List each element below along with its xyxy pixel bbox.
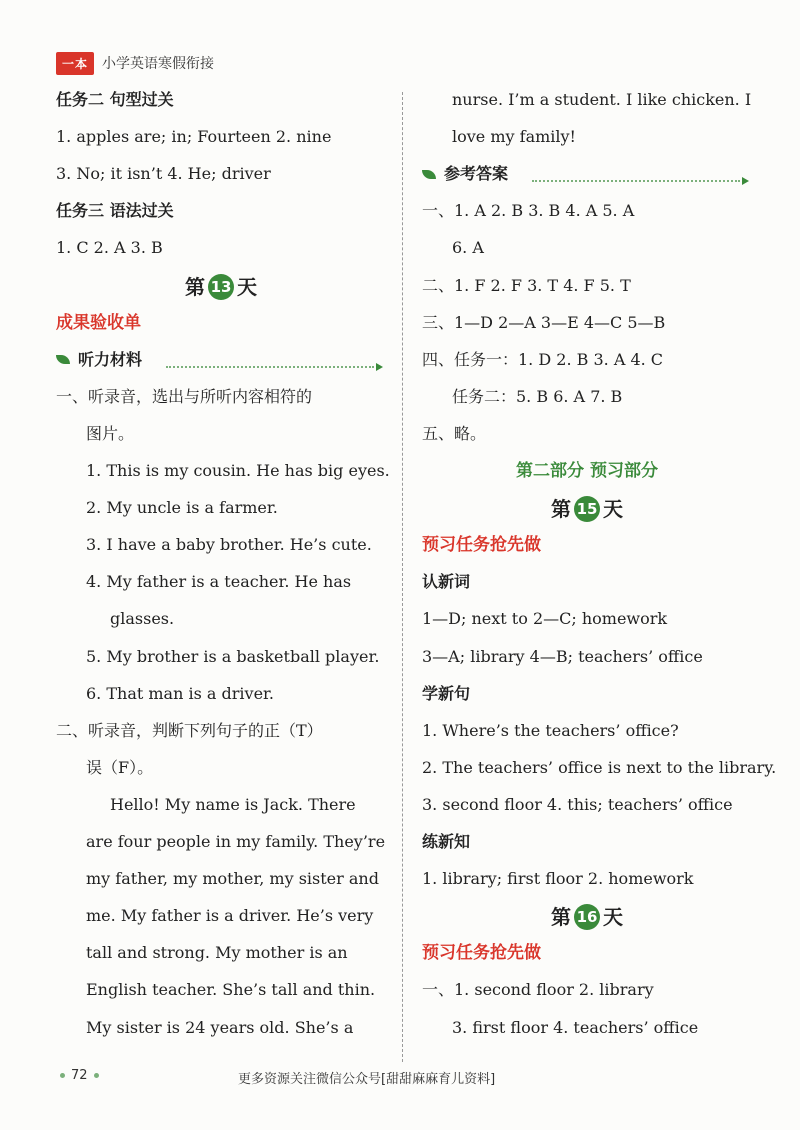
text-line: 6. A <box>452 238 484 258</box>
text-line: my father, my mother, my sister and <box>86 869 379 889</box>
subsection-title: 任务二 句型过关 <box>56 90 174 109</box>
day-number-badge: 15 <box>574 496 600 522</box>
day-title <box>422 904 752 930</box>
arrow-icon <box>742 177 749 185</box>
red-section-title: 成果验收单 <box>56 312 141 333</box>
text-line: 3. second floor 4. this; teachers’ office <box>422 794 733 814</box>
text-line: 1. Where’s the teachers’ office? <box>422 720 679 740</box>
text-line: 1. apples are; in; Fourteen 2. nine <box>56 127 332 147</box>
text-line: 五、略。 <box>422 423 487 443</box>
text-line: 一、1. second floor 2. library <box>422 980 654 1000</box>
leaf-icon <box>56 355 70 364</box>
dotted-rule <box>166 366 374 368</box>
text-line: 3—A; library 4—B; teachers’ office <box>422 646 703 666</box>
day-prefix: 第 <box>185 274 205 299</box>
text-line: tall and strong. My mother is an <box>86 943 348 963</box>
text-line: 3. No; it isn’t 4. He; driver <box>56 164 271 184</box>
text-line: 3. I have a baby brother. He’s cute. <box>86 535 372 555</box>
brand-logo: 一本 <box>56 52 94 75</box>
text-line: English teacher. She’s tall and thin. <box>86 980 376 1000</box>
day-suffix: 天 <box>603 497 623 522</box>
day-number-badge: 16 <box>574 904 600 930</box>
book-title: 小学英语寒假衔接 <box>102 56 215 72</box>
text-line: 1. This is my cousin. He has big eyes. <box>86 461 390 480</box>
text-line: 二、听录音，判断下列句子的正（T） <box>56 720 323 740</box>
text-line: 5. My brother is a basketball player. <box>86 646 380 666</box>
text-line: My sister is 24 years old. She’s a <box>86 1017 354 1037</box>
dot-icon <box>60 1073 65 1078</box>
text-line: 2. My uncle is a farmer. <box>86 498 278 518</box>
subsection-title: 练新知 <box>422 832 471 851</box>
text-line: 4. My father is a teacher. He has <box>86 572 352 592</box>
page-number-area <box>54 1068 105 1083</box>
text-line: 二、1. F 2. F 3. T 4. F 5. T <box>422 275 631 295</box>
leaf-icon <box>422 170 436 179</box>
text-line: nurse. I’m a student. I like chicken. I <box>452 90 752 109</box>
page-header <box>56 50 214 76</box>
part-title: 第二部分 预习部分 <box>516 461 658 481</box>
dotted-rule <box>532 180 740 182</box>
subsection-title: 学新句 <box>422 683 471 703</box>
text-line: glasses. <box>110 609 175 629</box>
text-line: Hello! My name is Jack. There <box>110 794 356 814</box>
red-section-title: 预习任务抢先做 <box>422 943 541 964</box>
text-line: 3. first floor 4. teachers’ office <box>452 1017 699 1037</box>
footer-note: 更多资源关注微信公众号[甜甜麻麻育儿资料] <box>238 1072 496 1087</box>
day-suffix: 天 <box>603 905 623 930</box>
text-line: 误（F）。 <box>86 757 154 777</box>
text-line: 一、1. A 2. B 3. B 4. A 5. A <box>422 201 635 221</box>
day-title <box>56 274 386 300</box>
text-line: 1. library; first floor 2. homework <box>422 869 694 889</box>
text-line: are four people in my family. They’re <box>86 832 386 851</box>
day-prefix: 第 <box>551 905 571 930</box>
text-line: 1—D; next to 2—C; homework <box>422 609 668 629</box>
subsection-title: 任务三 语法过关 <box>56 201 174 221</box>
page-number: 72 <box>71 1068 88 1083</box>
day-number-badge: 13 <box>208 274 234 300</box>
text-line: 1. C 2. A 3. B <box>56 238 163 258</box>
text-line: 四、任务一：1. D 2. B 3. A 4. C <box>422 349 664 369</box>
column-divider <box>402 92 403 1062</box>
text-line: 6. That man is a driver. <box>86 683 275 703</box>
text-line: 图片。 <box>86 423 135 443</box>
text-line: 任务二：5. B 6. A 7. B <box>452 386 623 406</box>
subsection-title: 认新词 <box>422 572 471 592</box>
day-title <box>422 496 752 522</box>
text-line: love my family! <box>452 127 576 147</box>
day-prefix: 第 <box>551 497 571 522</box>
arrow-icon <box>376 363 383 371</box>
dot-icon <box>94 1073 99 1078</box>
section-heading <box>422 162 508 186</box>
red-section-title: 预习任务抢先做 <box>422 535 541 556</box>
text-line: me. My father is a driver. He’s very <box>86 906 374 926</box>
text-line: 一、听录音，选出与所听内容相符的 <box>56 386 313 406</box>
section-heading-text: 听力材料 <box>78 349 143 369</box>
text-line: 2. The teachers’ office is next to the library. <box>422 757 777 777</box>
section-heading <box>56 348 142 372</box>
text-line: 三、1—D 2—A 3—E 4—C 5—B <box>422 312 666 332</box>
day-suffix: 天 <box>237 274 257 299</box>
section-heading-text: 参考答案 <box>444 164 509 184</box>
